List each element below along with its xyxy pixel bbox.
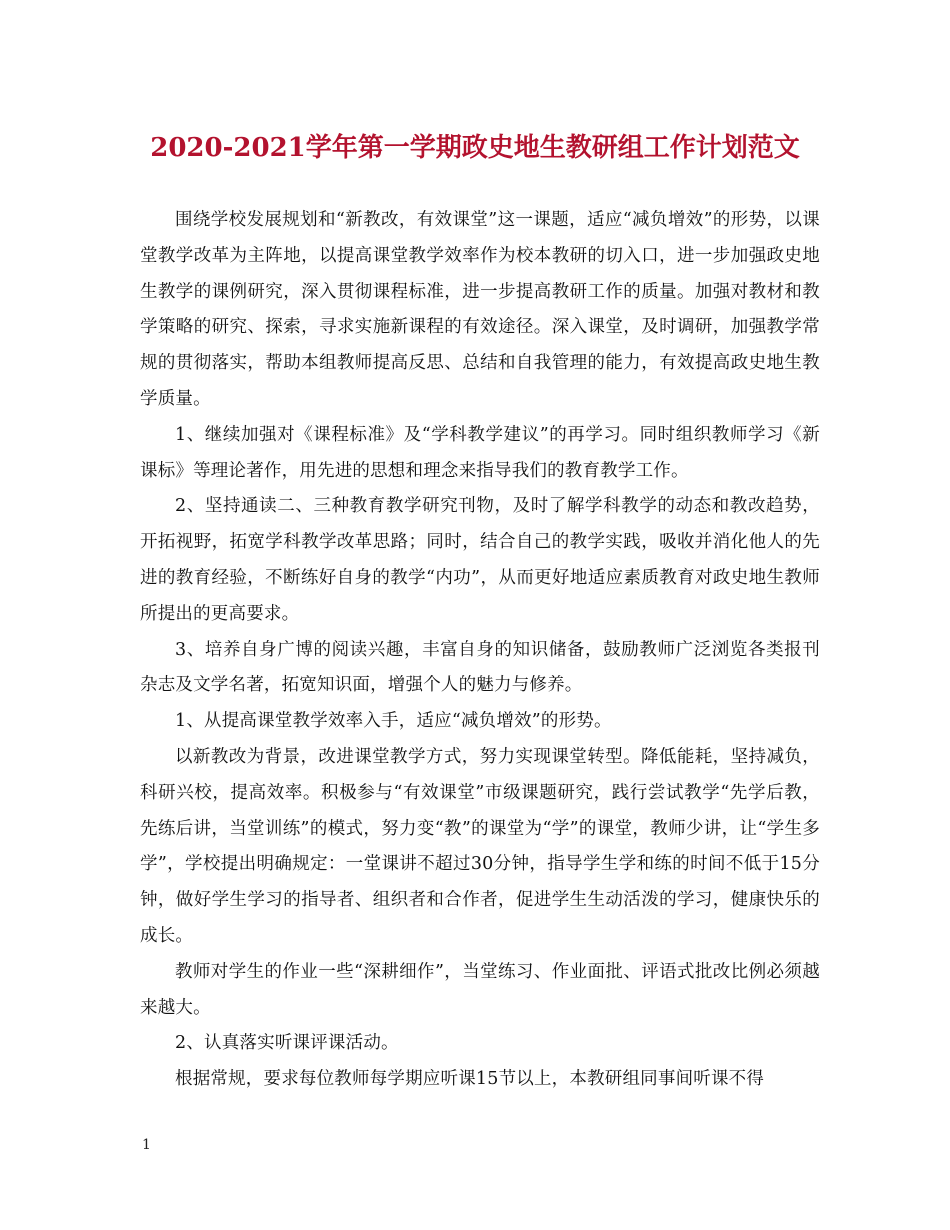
paragraph: 以新教改为背景，改进课堂教学方式，努力实现课堂转型。降低能耗，坚持减负，科研兴校，提高效率。积极参与“有效课堂”市级课题研究，践行尝试教学“先学后教，先练后讲，当堂训练”的模式，努力变“教”的课堂为“学”的课堂，教师少讲，让“学生多学”，学校提出明确规定：一堂课讲不超过30分钟，指导学生学和练的时间不低于15分钟，做好学生学习的指导者、组织者和合作者，促进学生生动活泼的学习，健康快乐的成长。 <box>140 746 820 946</box>
paragraph: 围绕学校发展规划和“新教改，有效课堂”这一课题，适应“减负增效”的形势，以课堂教学改革为主阵地，以提高课堂教学效率作为校本教研的切入口，进一步加强政史地生教学的课例研究，深入贯彻课程标准，进一步提高教研工作的质量。加强对教材和教学策略的研究、探索，寻求实施新课程的有效途径。深入课堂，及时调研，加强教学常规的贯彻落实，帮助本组教师提高反思、总结和自我管理的能力，有效提高政史地生教学质量。 <box>140 210 820 409</box>
page-number: 1 <box>142 1137 151 1153</box>
paragraph: 根据常规，要求每位教师每学期应听课15节以上，本教研组同事间听课不得 <box>175 1069 765 1090</box>
paragraph: 教师对学生的作业一些“深耕细作”，当堂练习、作业面批、评语式批改比例必须越来越大。 <box>140 961 820 1018</box>
paragraph: 1、继续加强对《课程标准》及“学科教学建议”的再学习。同时组织教师学习《新课标》等理论著作，用先进的思想和理念来指导我们的教育教学工作。 <box>140 424 820 481</box>
paragraph: 1、从提高课堂教学效率入手，适应“减负增效”的形势。 <box>175 711 612 732</box>
document-body <box>140 203 820 1098</box>
paragraph: 2、坚持通读二、三种教育教学研究刊物，及时了解学科教学的动态和教改趋势，开拓视野，拓宽学科教学改革思路；同时，结合自己的教学实践，吸收并消化他人的先进的教育经验，不断练好自身的教学“内功”，从而更好地适应素质教育对政史地生教师所提出的更高要求。 <box>140 496 820 624</box>
paragraph: 3、培养自身广博的阅读兴趣，丰富自身的知识储备，鼓励教师广泛浏览各类报刊杂志及文学名著，拓宽知识面，增强个人的魅力与修养。 <box>140 639 820 696</box>
document-title: 2020-2021学年第一学期政史地生教研组工作计划范文 <box>150 133 800 163</box>
paragraph: 2、认真落实听课评课活动。 <box>175 1033 399 1054</box>
